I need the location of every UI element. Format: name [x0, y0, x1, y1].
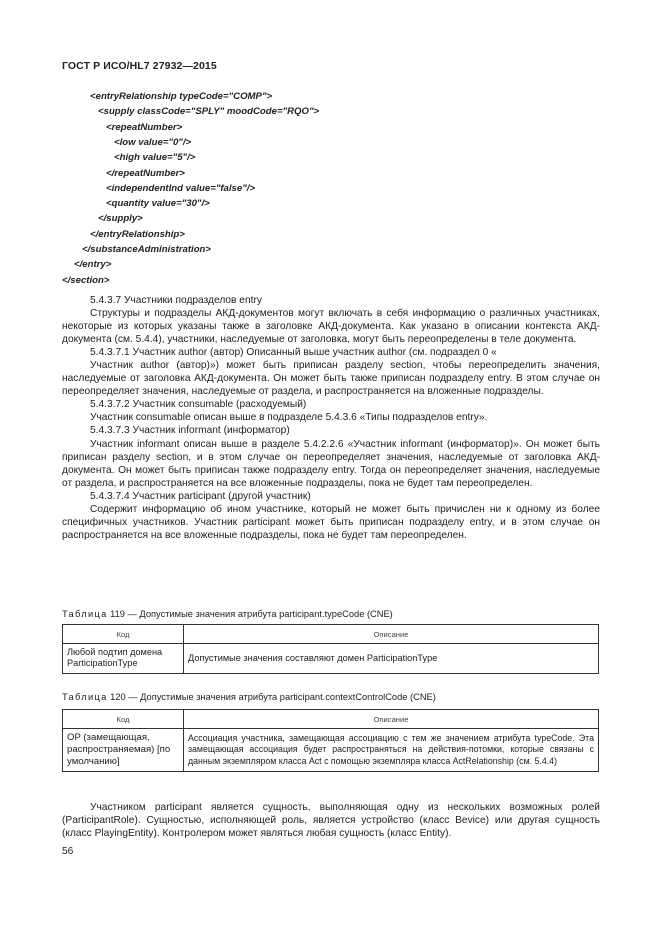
- code-line: <repeatNumber>: [106, 121, 183, 133]
- code-line: </entryRelationship>: [90, 228, 185, 240]
- code-line: <quantity value="30"/>: [106, 198, 210, 210]
- code-line: <low value="0"/>: [114, 136, 192, 148]
- col-code-header: Код: [63, 710, 184, 729]
- code-line: <high value="5"/>: [114, 152, 196, 164]
- table-119: [62, 624, 599, 674]
- col-desc-header: Описание: [184, 710, 599, 729]
- section-heading: 5.4.3.7.2 Участник consumable (расходуемый): [90, 399, 307, 411]
- desc-cell: Допустимые значения составляют домен ParticipationType: [184, 644, 599, 674]
- closing-text: [62, 801, 600, 841]
- code-line: <independentInd value="false"/>: [106, 182, 256, 194]
- table-120: [62, 709, 599, 772]
- section-heading: 5.4.3.7 Участники подразделов entry: [90, 295, 262, 306]
- section-heading: 5.4.3.7.3 Участник informant (информатор): [90, 425, 290, 437]
- code-line: </section>: [62, 274, 110, 286]
- section-heading: 5.4.3.7.1 Участник author (автор) Описанный выше участник author (см. подраздел 0 «: [90, 347, 497, 359]
- col-desc-header: Описание: [184, 625, 599, 644]
- caption-prefix: Таблица: [62, 609, 108, 619]
- col-code-header: Код: [63, 625, 184, 644]
- paragraph: Участником participant является сущность, выполняющая одну из нескольких возможных ролей (ParticipantRole). Сущностью, исполняющей роль, является устройство (класс Bevice) или другая сущность (класс PlayingEntity). Контролером может являться любая сущность (класс Entity).: [62, 802, 600, 840]
- code-line: </substanceAdministration>: [82, 244, 212, 255]
- table-row: [63, 729, 599, 772]
- table-header-row: [63, 710, 599, 729]
- table-row: [63, 644, 599, 674]
- code-line: </repeatNumber>: [106, 167, 185, 179]
- table-header-row: [63, 625, 599, 644]
- paragraph: Содержит информацию об ином участнике, который не может быть причислен ни к одному из более специфичных участников. Участник participant может быть приписан подразделу entry, и в этом случае он распространяется на все вложенные подразделы, пока не будет там переопределен.: [62, 503, 600, 541]
- paragraph: Структуры и подразделы АКД-документов могут включать в себя информацию о различных участниках, некоторые из которых указаны также в заголовке АКД-документа. Как указано в описании контекста АКД-документа (см. 5.4.4), участники, наследуемые от заголовка, могут быть переопределены в теле документа.: [62, 308, 600, 346]
- table-119-caption: [62, 609, 393, 619]
- code-cell: Любой подтип домена ParticipationType: [63, 644, 184, 674]
- caption-text: 119 — Допустимые значения атрибута participant.typeCode (CNE): [107, 609, 393, 619]
- caption-text: 120 — Допустимые значения атрибута participant.contextControlCode (CNE): [107, 692, 436, 702]
- code-line: </entry>: [74, 259, 112, 271]
- code-cell: OP (замещающая, распространяемая) [по умолчанию]: [63, 729, 184, 772]
- paragraph: Участник informant описан выше в разделе 5.4.2.2.6 «Участник informant (информатор)». Он может быть приписан разделу section, и в этом случае он переопределяет значения, наследуемые от заголовка АКД-документа. Он может быть приписан также подразделу entry. Тогда он переопределяет значения, наследуемые от раздела, и распространяется на все вложенные подразделы, пока не будет там переопределен.: [62, 438, 600, 489]
- code-line: </supply>: [98, 213, 143, 225]
- body-text: [62, 294, 600, 542]
- caption-prefix: Таблица: [62, 692, 108, 702]
- paragraph: Участник consumable описан выше в подразделе 5.4.3.6 «Типы подразделов entry».: [90, 412, 488, 424]
- section-heading: 5.4.3.7.4 Участник participant (другой участник): [90, 490, 311, 502]
- code-line: <entryRelationship typeCode="COMP">: [90, 91, 273, 102]
- document-header: ГОСТ Р ИСО/HL7 27932—2015: [62, 60, 217, 72]
- code-line: <supply classCode="SPLY" moodCode="RQO">: [98, 106, 320, 118]
- table-120-caption: [62, 692, 436, 702]
- paragraph: Участник author (автор)») может быть приписан разделу section, чтобы переопределить значения, наследуемые от заголовка АКД-документа. Он может быть также приписан подразделу entry. В этом случае он переопределяет значения, наследуемые от раздела, и распространяется на вложенные подразделы.: [62, 360, 600, 398]
- page-number: 56: [62, 846, 74, 857]
- desc-cell: Ассоциация участника, замещающая ассоциацию с тем же значением атрибута typeCode. Эта замещающая ассоциация будет распространяться на действия-потомки, которые связаны с данным экземпляром класса Act с помощью экземпляра класса ActRelationship (см. 5.4.4): [184, 729, 599, 772]
